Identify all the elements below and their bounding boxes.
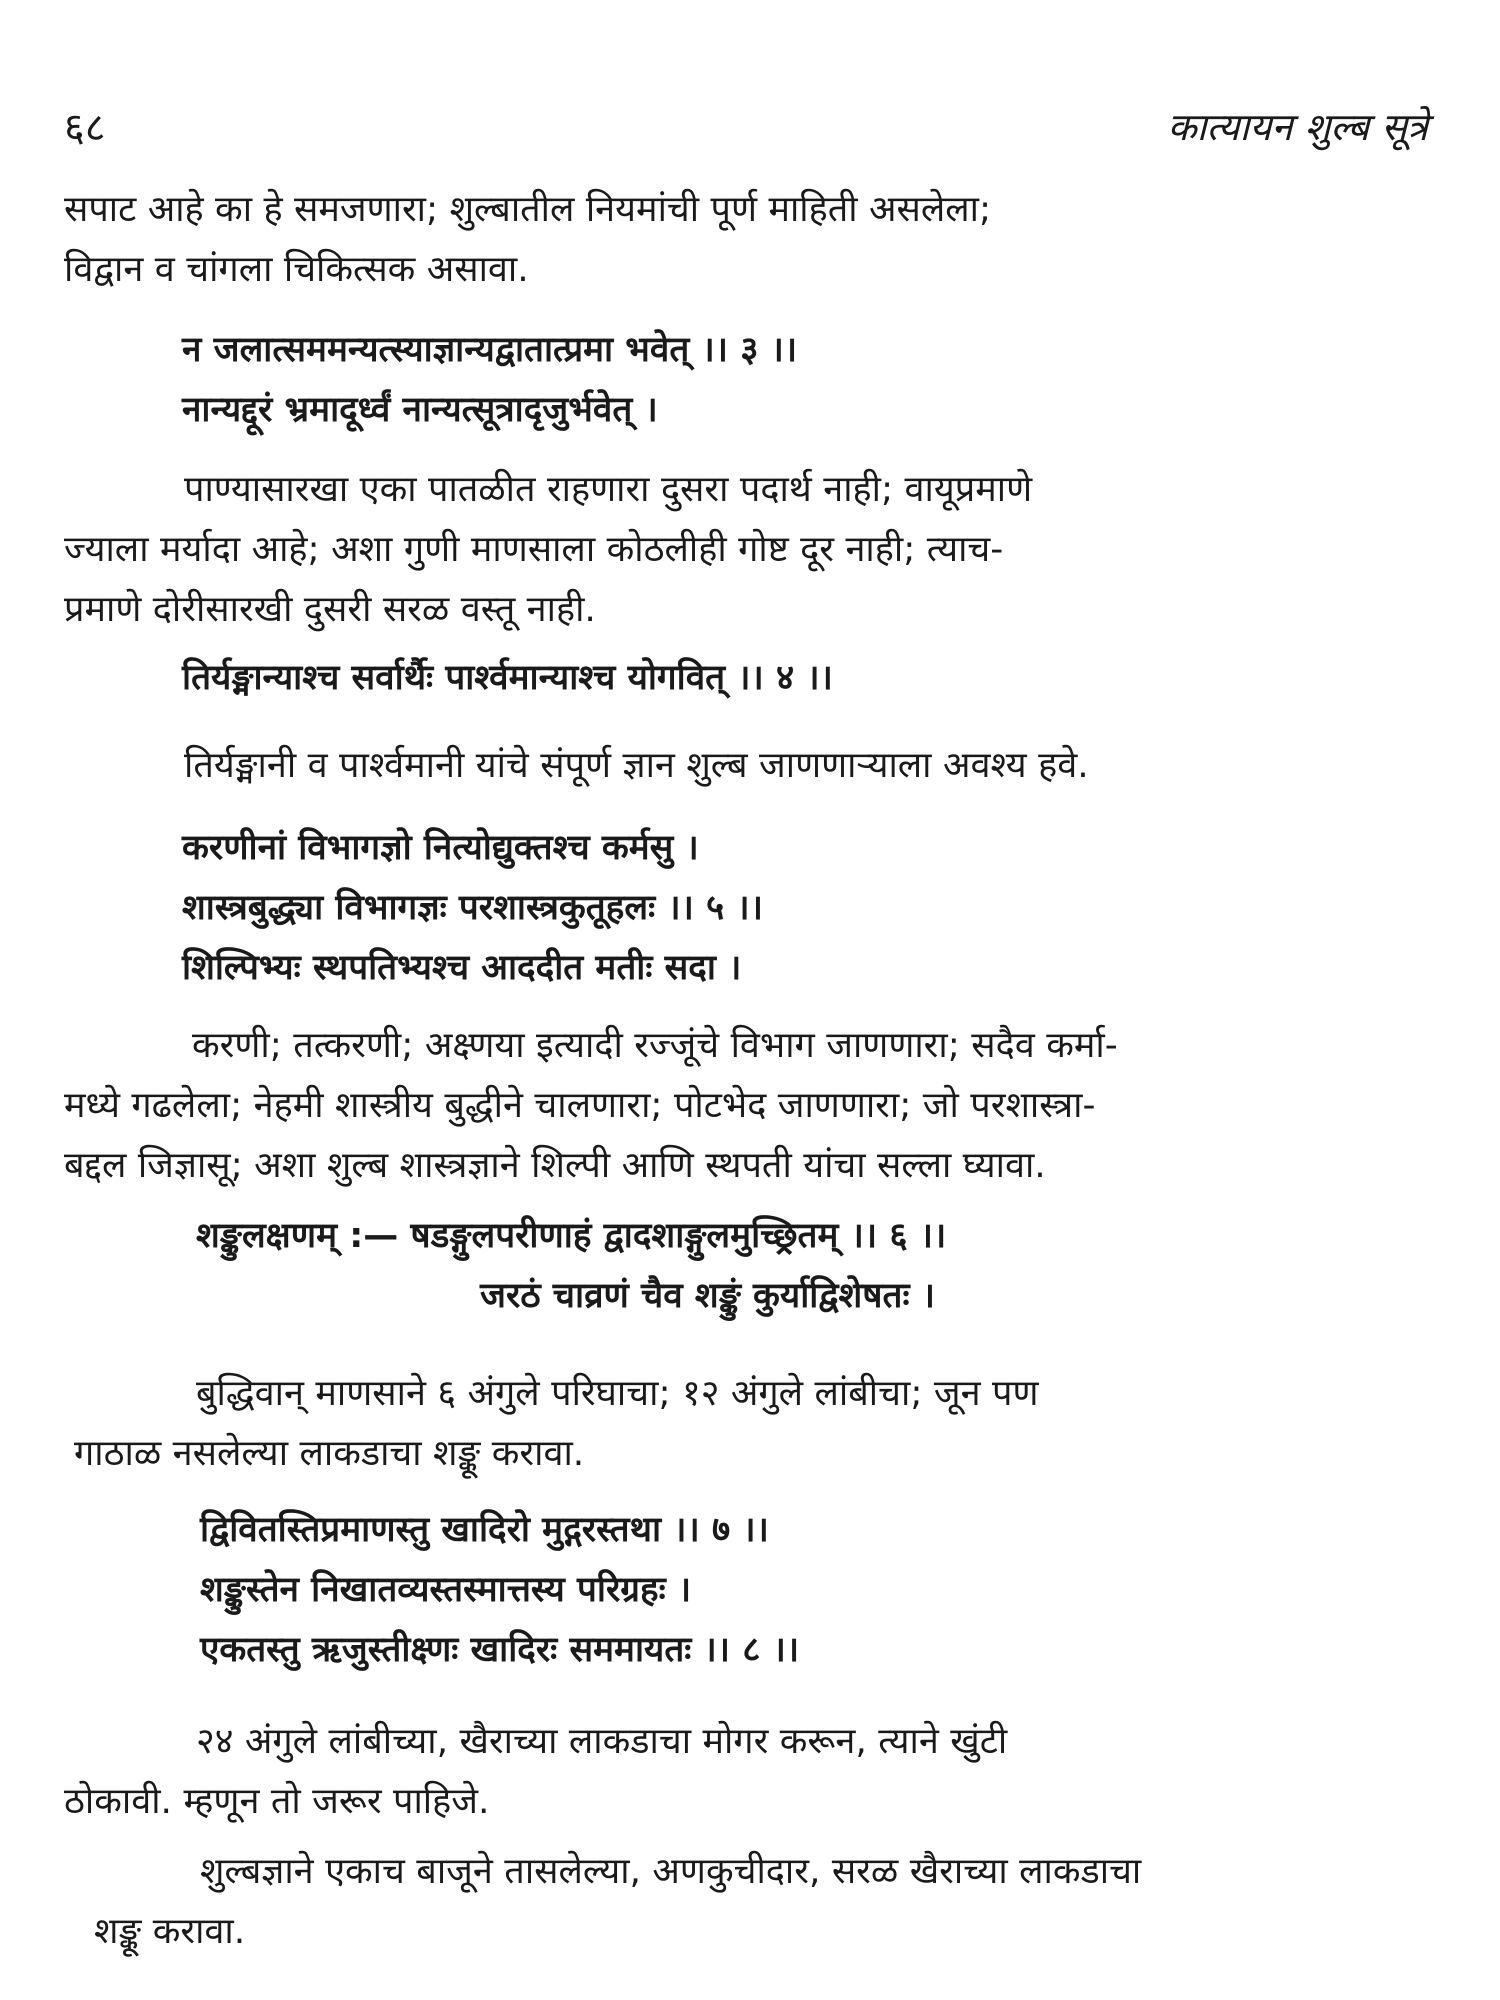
verse-line: जरठं चाव्रणं चैव शङ्कुं कुर्याद्विशेषतः । <box>480 1276 935 1316</box>
paragraph-2 <box>64 460 1032 640</box>
verse-3 <box>182 320 797 440</box>
running-title: कात्यायन शुल्ब सूत्रे <box>1167 105 1428 149</box>
paragraph-5 <box>64 1364 1039 1484</box>
paragraph-1 <box>64 180 991 300</box>
verse-line: एकतस्तु ऋजुस्तीक्ष्णः खादिरः सममायतः ।। ८ ।। <box>200 1630 800 1670</box>
text-line: बद्दल जिज्ञासू; अशा शुल्ब शास्त्रज्ञाने शिल्पी आणि स्थपती यांचा सल्ला घ्यावा. <box>64 1145 1046 1186</box>
page-number: ६८ <box>64 105 106 151</box>
text-line: तिर्यङ्मानी व पार्श्वमानी यांचे संपूर्ण ज्ञान शुल्ब जाणणाऱ्याला अवश्य हवे. <box>184 745 1089 786</box>
verse-line: द्विवितस्तिप्रमाणस्तु खादिरो मुद्गरस्तथा ।। ७ ।। <box>200 1510 769 1550</box>
text-line: गाठाळ नसलेल्या लाकडाचा शङ्कू करावा. <box>74 1433 585 1474</box>
paragraph-6 <box>64 1712 1007 1832</box>
verse-line: न जलात्सममन्यत्स्याज्ञान्यद्वातात्प्रमा भवेत् ।। ३ ।। <box>182 330 798 370</box>
text-line: प्रमाणे दोरीसारखी दुसरी सरळ वस्तू नाही. <box>64 589 596 630</box>
paragraph-7 <box>64 1842 1141 1962</box>
verse-line: करणीनां विभागज्ञो नित्योद्युक्तश्च कर्मसु । <box>182 828 699 868</box>
text-line: ठोकावी. म्हणून तो जरूर पाहिजे. <box>64 1781 490 1822</box>
text-line: बुद्धिवान् माणसाने ६ अंगुले परिघाचा; १२ अंगुले लांबीचा; जून पण <box>196 1373 1039 1414</box>
verse-7 <box>200 1500 799 1680</box>
text-line: शङ्कू करावा. <box>94 1911 246 1952</box>
text-line: ज्याला मर्यादा आहे; अशा गुणी माणसाला कोठलीही गोष्ट दूर नाही; त्याच- <box>64 529 1004 570</box>
text-line: मध्ये गढलेला; नेहमी शास्त्रीय बुद्धीने चालणारा; पोटभेद जाणणारा; जो परशास्त्रा- <box>64 1085 1096 1126</box>
verse-line: तिर्यङ्मान्याश्च सर्वार्थैः पार्श्वमान्याश्च योगवित् ।। ४ ।। <box>182 658 833 698</box>
verse-line: शङ्कुस्तेन निखातव्यस्तस्मात्तस्य परिग्रहः । <box>200 1570 692 1610</box>
paragraph-3 <box>184 736 1089 796</box>
verse-line: शास्त्रबुद्ध्या विभागज्ञः परशास्त्रकुतूहलः ।। ५ ।। <box>182 888 763 928</box>
verse-5 <box>182 818 763 998</box>
text-line: करणी; तत्करणी; अक्ष्णया इत्यादी रज्जूंचे विभाग जाणणारा; सदैव कर्मा- <box>192 1025 1118 1066</box>
text-line: विद्वान व चांगला चिकित्सक असावा. <box>64 249 529 290</box>
text-line: पाण्यासारखा एका पातळीत राहणारा दुसरा पदार्थ नाही; वायूप्रमाणे <box>184 469 1033 510</box>
text-line: २४ अंगुले लांबीच्या, खैराच्या लाकडाचा मोगर करून, त्याने खुंटी <box>196 1721 1008 1762</box>
text-line: सपाट आहे का हे समजणारा; शुल्बातील नियमांची पूर्ण माहिती असलेला; <box>64 189 992 230</box>
text-line: शुल्बज्ञाने एकाच बाजूने तासलेल्या, अणकुचीदार, सरळ खैराच्या लाकडाचा <box>200 1851 1142 1892</box>
paragraph-4 <box>64 1016 1118 1196</box>
verse-6 <box>196 1206 946 1326</box>
verse-line: नान्यद्दूरं भ्रमादूर्ध्वं नान्यत्सूत्रादृजुर्भवेत् । <box>182 390 658 430</box>
verse-line: शिल्पिभ्यः स्थपतिभ्यश्च आददीत मतीः सदा । <box>182 948 742 988</box>
verse-4 <box>182 648 833 708</box>
verse-line: शङ्कुलक्षणम् :— षडङ्गुलपरीणाहं द्वादशाङ्गुलमुच्छ्रितम् ।। ६ ।। <box>196 1216 947 1256</box>
